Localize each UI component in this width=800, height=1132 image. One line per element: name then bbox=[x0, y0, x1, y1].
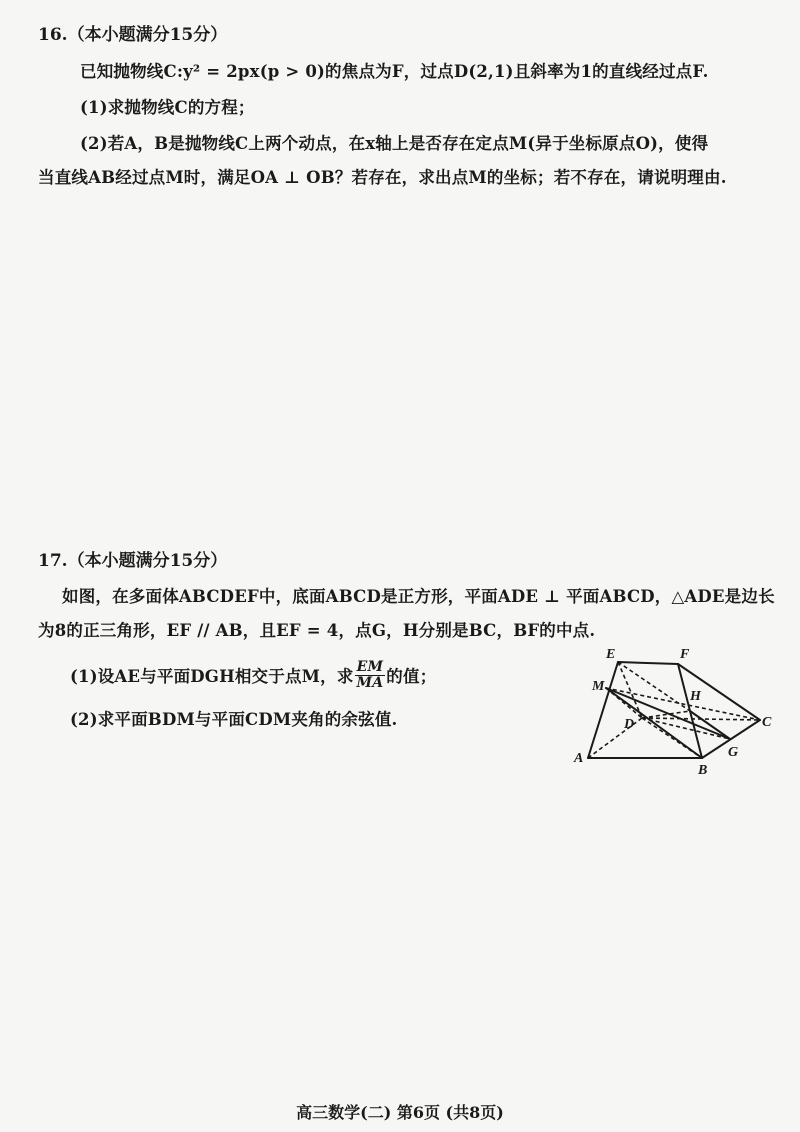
label-c: C bbox=[762, 715, 772, 730]
label-m: M bbox=[592, 679, 605, 694]
label-a: A bbox=[574, 751, 584, 766]
fraction-numerator: EM bbox=[356, 659, 384, 675]
page-footer: 高三数学(二) 第6页 (共8页) bbox=[296, 1103, 504, 1122]
q17-intro-line1: 如图，在多面体ABCDEF中，底面ABCD是正方形，平面ADE ⊥ 平面ABCD，△ADE是边长 bbox=[62, 587, 775, 606]
label-e: E bbox=[606, 647, 616, 662]
edge-dc-hidden bbox=[642, 718, 760, 720]
fraction-denominator: MA bbox=[356, 674, 384, 691]
fraction-em-ma bbox=[355, 660, 386, 690]
edge-ea bbox=[588, 662, 618, 758]
q16-stem: 已知抛物线C:y² = 2px(p > 0)的焦点为F，过点D(2,1)且斜率为1的直线经过点F. bbox=[80, 62, 709, 81]
label-h: H bbox=[690, 689, 701, 704]
label-d: D bbox=[624, 717, 635, 732]
q17-part1-tail: 的值； bbox=[386, 667, 437, 687]
q17-part1 bbox=[70, 660, 436, 690]
q17-part1-text: (1)设AE与平面DGH相交于点M，求 bbox=[70, 667, 354, 687]
q16-part2-line1: (2)若A，B是抛物线C上两个动点，在x轴上是否存在定点M(异于坐标原点O)，使得 bbox=[80, 134, 709, 153]
polyhedron-figure bbox=[560, 640, 790, 780]
q16-title: 16.（本小题满分15分） bbox=[38, 25, 228, 45]
q16-part1: (1)求抛物线C的方程； bbox=[80, 98, 255, 117]
q17-intro-line2: 为8的正三角形，EF // AB，且EF = 4，点G，H分别是BC，BF的中点. bbox=[38, 621, 596, 640]
q16-part2-line2: 当直线AB经过点M时，满足OA ⊥ OB？若存在，求出点M的坐标；若不存在，请说明理由. bbox=[38, 168, 727, 187]
label-b: B bbox=[698, 763, 708, 778]
q17-title: 17.（本小题满分15分） bbox=[38, 551, 228, 571]
edge-ef bbox=[618, 662, 678, 664]
q17-part2: (2)求平面BDM与平面CDM夹角的余弦值. bbox=[70, 710, 398, 729]
label-g: G bbox=[728, 745, 739, 760]
label-f: F bbox=[680, 647, 690, 662]
segment-md-hidden bbox=[606, 688, 642, 718]
